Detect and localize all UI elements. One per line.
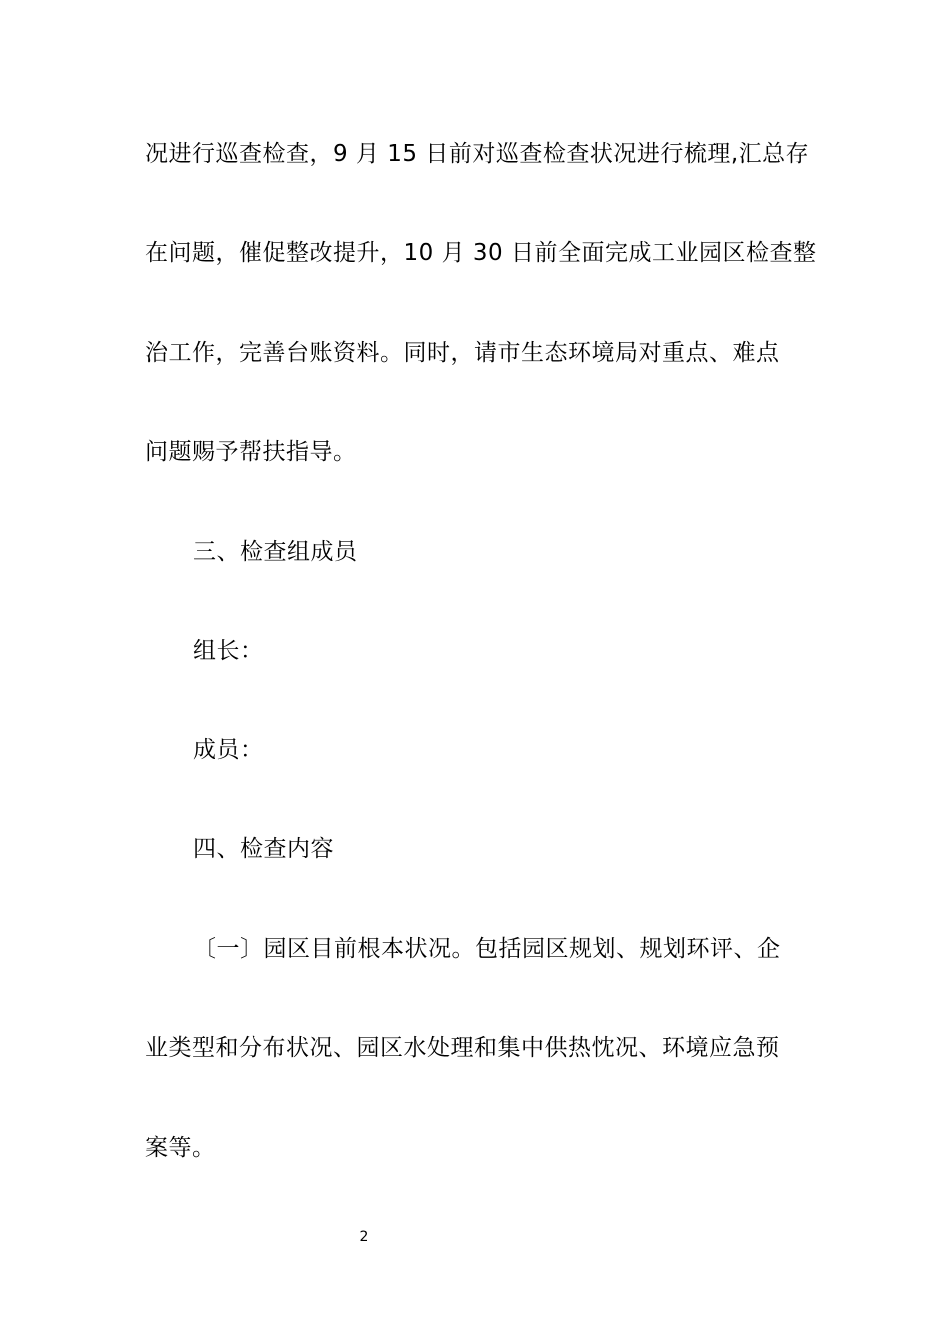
paragraph-line-1: 况进行巡查检查，9 月 15 日前对巡查检查状况进行梳理,汇总存 [145,141,810,167]
content-item-line-1: 〔一〕园区目前根本状况。包括园区规划、规划环评、企 [193,936,781,962]
leader-label: 组长： [193,638,264,664]
section-heading-members: 三、检查组成员 [193,539,358,565]
section-heading-content: 四、检查内容 [193,836,334,862]
paragraph-line-3: 治工作，完善台账资料。同时，请市生态环境局对重点、难点 [145,340,780,366]
content-item-line-2: 业类型和分布状况、园区水处理和集中供热忱况、环境应急预 [145,1035,780,1061]
content-item-line-3: 案等。 [145,1135,216,1161]
members-label: 成员： [193,737,264,763]
paragraph-line-2: 在问题，催促整改提升，10 月 30 日前全面完成工业园区检查整 [145,240,817,266]
paragraph-line-4: 问题赐予帮扶指导。 [145,439,357,465]
page-number: 2 [359,1229,369,1245]
